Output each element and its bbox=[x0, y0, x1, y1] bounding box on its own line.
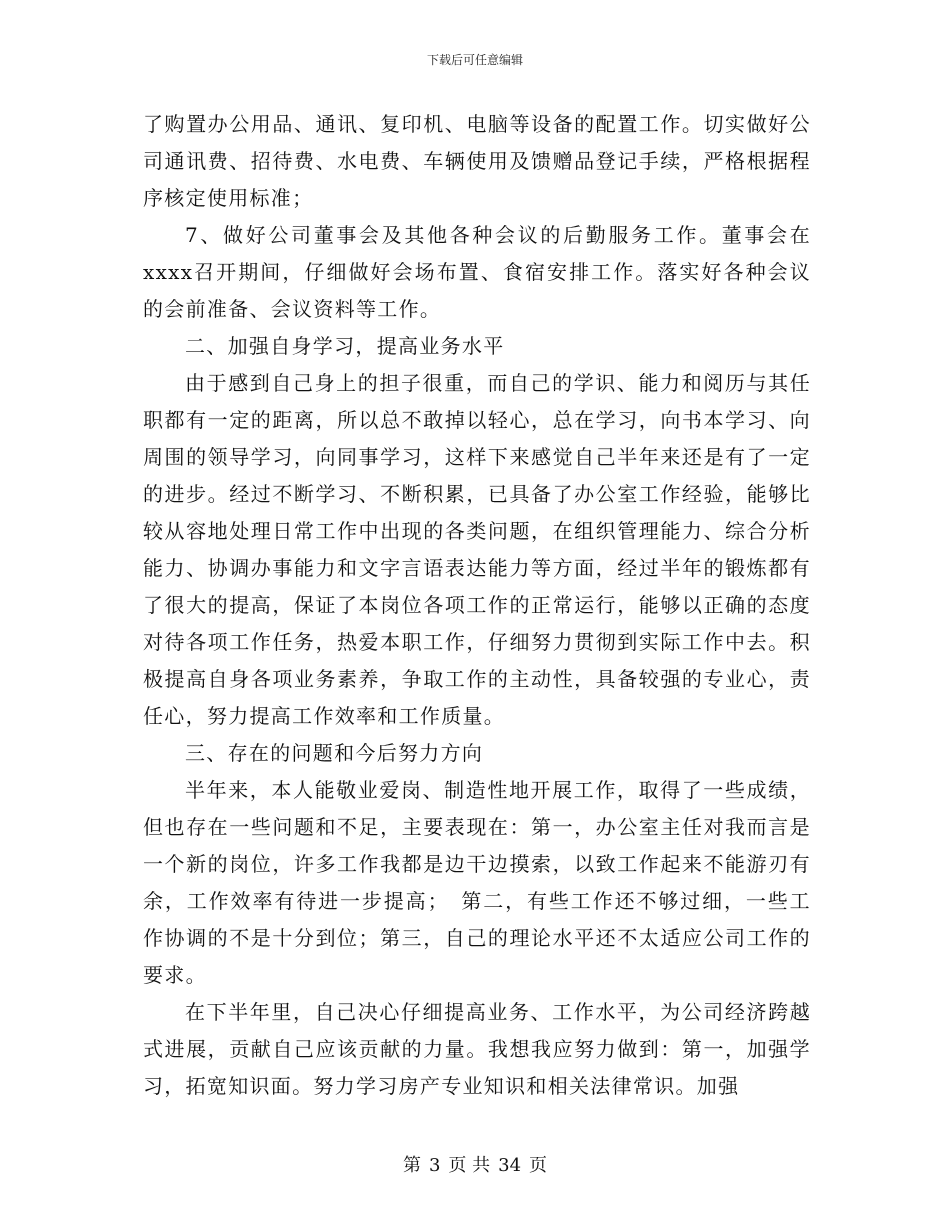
footer-prefix: 第 bbox=[402, 1155, 421, 1176]
paragraph-3: 由于感到自己身上的担子很重，而自己的学识、能力和阅历与其任职都有一定的距离，所以总不敢掉以轻心，总在学习，向书本学习、向周围的领导学习，向同事学习，这样下来感觉自己半年来还是有了一定的进步。经过不断学习、不断积累，已具备了办公室工作经验，能够比较从容地处理日常工作中出现的各类问题，在组织管理能力、综合分析能力、协调办事能力和文字言语表达能力等方面，经过半年的锻炼都有了很大的提高，保证了本岗位各项工作的正常运行，能够以正确的态度对待各项工作任务，热爱本职工作，仔细努力贯彻到实际工作中去。积极提高自身各项业务素养，争取工作的主动性，具备较强的专业心，责任心，努力提高工作效率和工作质量。 bbox=[143, 371, 811, 728]
footer-suffix: 页 bbox=[529, 1155, 548, 1176]
paragraph-1: 了购置办公用品、通讯、复印机、电脑等设备的配置工作。切实做好公司通讯费、招待费、水电费、车辆使用及馈赠品登记手续，严格根据程序核定使用标准； bbox=[143, 112, 811, 210]
footer-page-number: 3 bbox=[428, 1155, 441, 1176]
paragraph-4: 半年来，本人能敬业爱岗、制造性地开展工作，取得了一些成绩，但也存在一些问题和不足，主要表现在：第一，办公室主任对我而言是一个新的岗位，许多工作我都是边干边摸索，以致工作起来不能游刃有余，工作效率有待进一步提高； 第二，有些工作还不够过细，一些工作协调的不是十分到位；第三，自己的理论水平还不太适应公司工作的要求。 bbox=[143, 778, 811, 987]
footer-total-pages: 34 bbox=[498, 1155, 522, 1176]
paragraph-2: 7、做好公司董事会及其他各种会议的后勤服务工作。董事会在xxxx召开期间，仔细做好会场布置、食宿安排工作。落实好各种会议的会前准备、会议资料等工作。 bbox=[143, 223, 811, 321]
page-header: 下载后可任意编辑 bbox=[426, 53, 523, 67]
document-body bbox=[143, 106, 811, 1105]
section-heading-2: 二、加强自身学习，提高业务水平 bbox=[185, 334, 505, 358]
footer-middle: 页 共 bbox=[448, 1155, 491, 1176]
page-footer bbox=[0, 1154, 950, 1178]
paragraph-5: 在下半年里，自己决心仔细提高业务、工作水平，为公司经济跨越式进展，贡献自己应该贡献的力量。我想我应努力做到：第一，加强学习，拓宽知识面。努力学习房产专业知识和相关法律常识。加强 bbox=[143, 1000, 811, 1098]
section-heading-3: 三、存在的问题和今后努力方向 bbox=[185, 741, 484, 765]
